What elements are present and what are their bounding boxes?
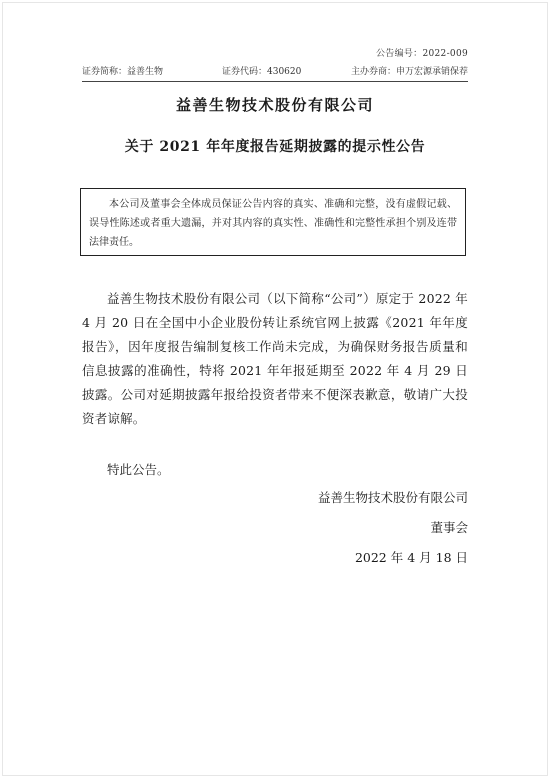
notice-title: 关于 2021 年年度报告延期披露的提示性公告 (124, 139, 426, 155)
securities-code: 证券代码：430620 (222, 67, 302, 77)
signature-company: 益善生物技术股份有限公司 (317, 490, 468, 505)
company-name: 益善生物技术股份有限公司 (175, 96, 374, 114)
sponsor-broker: 主办券商：申万宏源承销保荐 (350, 67, 468, 77)
closing-statement: 特此公告。 (107, 462, 170, 477)
notice-number: 公告编号：2022-009 (375, 49, 468, 59)
header-divider (82, 81, 468, 82)
body-paragraph: 益善生物技术股份有限公司（以下简称“公司”）原定于 2022 年 4 月 20 日在全国中小企业股份转让系统官网上披露《2021 年年度报告》，因年度报告编制复核工作尚未完成，为确保财务报告质量和信息披露的准确性，特将 2021 年年报延期至 2022 年 4 月 29 日披露。公司对延期披露年报给投资者带来不便深表歉意，敬请广大投资者谅解。 (82, 291, 468, 426)
signature-date: 2022 年 4 月 18 日 (354, 550, 468, 565)
disclaimer-box: 本公司及董事会全体成员保证公告内容的真实、准确和完整，没有虚假记载、误导性陈述或者重大遗漏，并对其内容的真实性、准确性和完整性承担个别及连带法律责任。 (80, 188, 466, 256)
securities-abbreviation: 证券简称：益善生物 (82, 67, 164, 77)
signature-board: 董事会 (430, 520, 468, 535)
